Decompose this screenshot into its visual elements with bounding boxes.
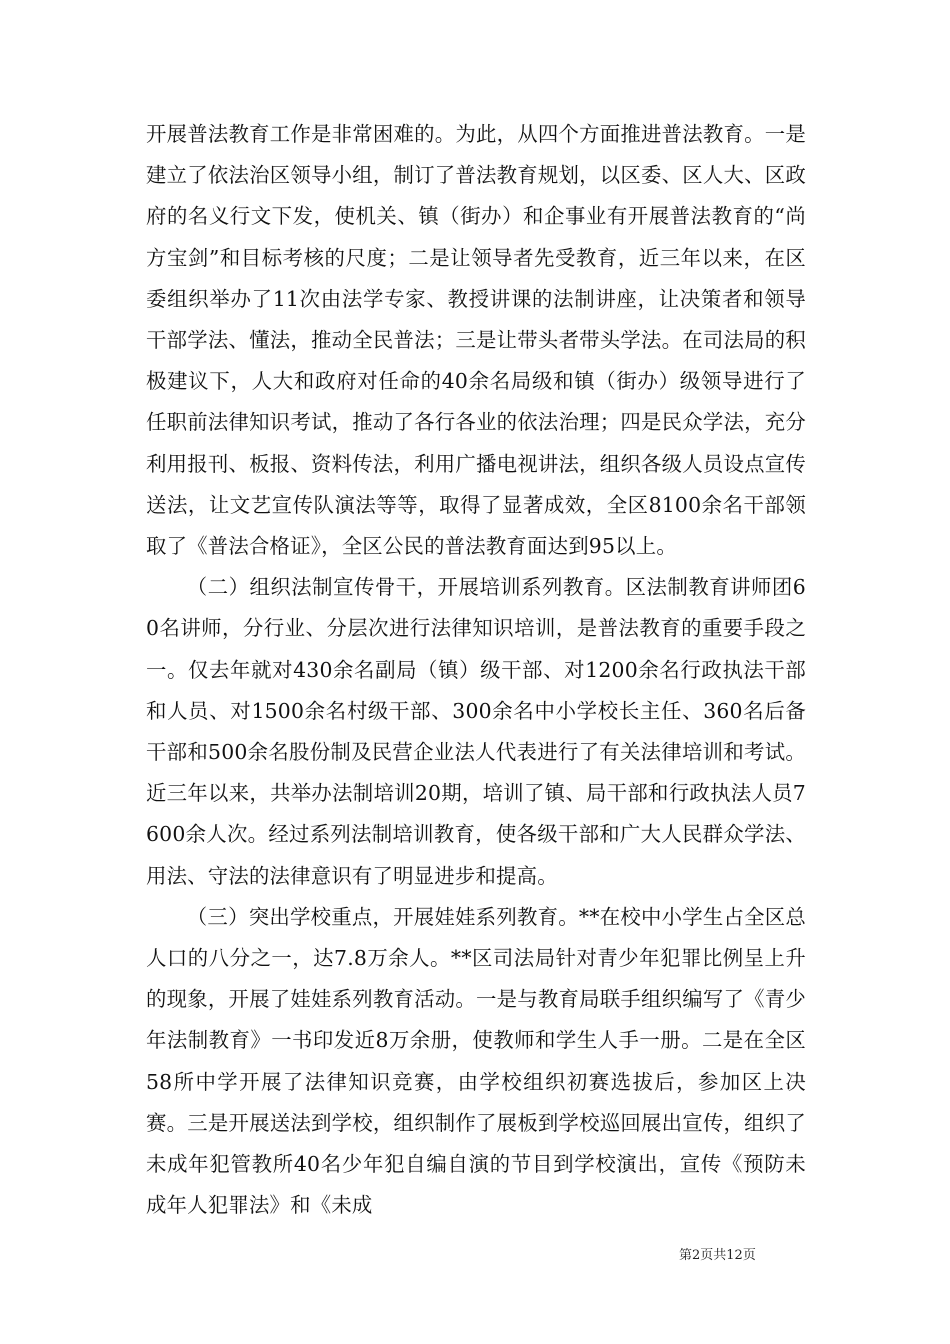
paragraph-section-three: （三）突出学校重点，开展娃娃系列教育。**在校中小学生占全区总人口的八分之一，达7.8万余人。**区司法局针对青少年犯罪比例呈上升的现象，开展了娃娃系列教育活动。一是与教育局联手组织编写了《青少年法制教育》一书印发近8万余册，使教师和学生人手一册。二是在全区58所中学开展了法律知识竞赛，由学校组织初赛选拔后，参加区上决赛。三是开展送法到学校，组织制作了展板到学校巡回展出宣传，组织了未成年犯管教所40名少年犯自编自演的节目到学校演出，宣传《预防未成年人犯罪法》和《未成 (146, 904, 806, 1218)
page-number-footer: 第2页共12页 (679, 1248, 756, 1263)
document-body (146, 114, 806, 1226)
paragraph-continued: 开展普法教育工作是非常困难的。为此，从四个方面推进普法教育。一是建立了依法治区领导小组，制订了普法教育规划，以区委、区人大、区政府的名义行文下发，使机关、镇（街办）和企事业有开展普法教育的“尚方宝剑”和目标考核的尺度；二是让领导者先受教育，近三年以来，在区委组织举办了11次由法学专家、教授讲课的法制讲座，让决策者和领导干部学法、懂法，推动全民普法；三是让带头者带头学法。在司法局的积极建议下，人大和政府对任命的40余名局级和镇（街办）级领导进行了任职前法律知识考试，推动了各行各业的依法治理；四是民众学法，充分利用报刊、板报、资料传法，利用广播电视讲法，组织各级人员设点宣传送法，让文艺宣传队演法等等，取得了显著成效，全区8100余名干部领取了《普法合格证》，全区公民的普法教育面达到95以上。 (146, 122, 806, 559)
paragraph-section-two: （二）组织法制宣传骨干，开展培训系列教育。区法制教育讲师团60名讲师，分行业、分层次进行法律知识培训，是普法教育的重要手段之一。仅去年就对430余名副局（镇）级干部、对1200余名行政执法干部和人员、对1500余名村级干部、300余名中小学校长主任、360名后备干部和500余名股份制及民营企业法人代表进行了有关法律培训和考试。近三年以来，共举办法制培训20期，培训了镇、局干部和行政执法人员7600余人次。经过系列法制培训教育，使各级干部和广大人民群众学法、用法、守法的法律意识有了明显进步和提高。 (146, 575, 806, 888)
